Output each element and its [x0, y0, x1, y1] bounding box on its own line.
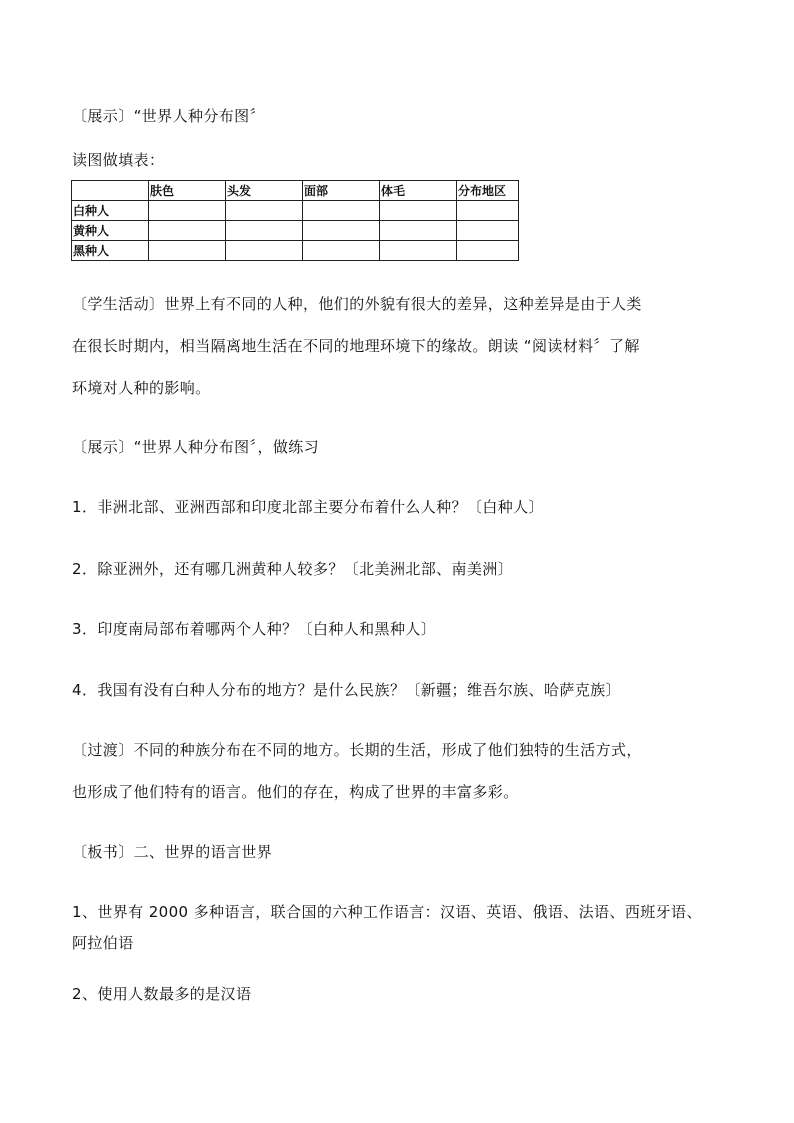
empty-cell[interactable] — [149, 201, 226, 221]
heading-exercise: 〔展示〕“世界人种分布图〞，做练习 — [72, 438, 320, 456]
table-header-row — [72, 181, 519, 201]
table-header-cell: 头发 — [226, 181, 303, 201]
activity-line-3: 环境对人种的影响。 — [72, 379, 211, 397]
empty-cell[interactable] — [380, 241, 457, 261]
table-intro: 读图做填表： — [72, 151, 165, 169]
table-row — [72, 201, 519, 221]
question-4: 4．我国有没有白种人分布的地方？是什么民族？〔新疆；维吾尔族、哈萨克族〕 — [72, 681, 621, 699]
activity-line-2: 在很长时期内，相当隔离地生活在不同的地理环境下的缘故。朗读 “阅读材料〞了解 — [72, 337, 640, 355]
empty-cell[interactable] — [457, 241, 519, 261]
empty-cell[interactable] — [226, 221, 303, 241]
table-row — [72, 221, 519, 241]
empty-cell[interactable] — [303, 221, 380, 241]
empty-cell[interactable] — [303, 241, 380, 261]
empty-cell[interactable] — [457, 221, 519, 241]
empty-cell[interactable] — [457, 201, 519, 221]
question-3: 3．印度南局部布着哪两个人种？〔白种人和黑种人〕 — [72, 620, 437, 638]
question-2: 2．除亚洲外，还有哪几洲黄种人较多？〔北美洲北部、南美洲〕 — [72, 560, 514, 578]
point-1-line-2: 阿拉伯语 — [72, 934, 134, 952]
table-header-cell: 体毛 — [380, 181, 457, 201]
empty-cell[interactable] — [149, 221, 226, 241]
row-label: 黑种人 — [72, 241, 149, 261]
table-row — [72, 241, 519, 261]
heading-display-race-map: 〔展示〕“世界人种分布图〞 — [72, 107, 265, 125]
transition-line-2: 也形成了他们特有的语言。他们的存在，构成了世界的丰富多彩。 — [72, 783, 519, 801]
table-header-cell: 肤色 — [149, 181, 226, 201]
table-header-cell: 分布地区 — [457, 181, 519, 201]
row-label: 黄种人 — [72, 221, 149, 241]
table-header-cell: 面部 — [303, 181, 380, 201]
empty-cell[interactable] — [303, 201, 380, 221]
table-header-cell — [72, 181, 149, 201]
question-1: 1．非洲北部、亚洲西部和印度北部主要分布着什么人种？〔白种人〕 — [72, 498, 544, 516]
empty-cell[interactable] — [149, 241, 226, 261]
board-heading: 〔板书〕二、世界的语言世界 — [72, 843, 273, 861]
empty-cell[interactable] — [226, 201, 303, 221]
point-1-line-1: 1、世界有 2000 多种语言，联合国的六种工作语言：汉语、英语、俄语、法语、西班牙语、 — [72, 903, 702, 921]
activity-line-1: 〔学生活动〕世界上有不同的人种，他们的外貌有很大的差异，这种差异是由于人类 — [72, 295, 642, 313]
empty-cell[interactable] — [380, 201, 457, 221]
empty-cell[interactable] — [226, 241, 303, 261]
race-fill-table — [71, 180, 519, 261]
row-label: 白种人 — [72, 201, 149, 221]
empty-cell[interactable] — [380, 221, 457, 241]
point-2: 2、使用人数最多的是汉语 — [72, 985, 252, 1003]
transition-line-1: 〔过渡〕不同的种族分布在不同的地方。长期的生活，形成了他们独特的生活方式， — [72, 741, 642, 759]
